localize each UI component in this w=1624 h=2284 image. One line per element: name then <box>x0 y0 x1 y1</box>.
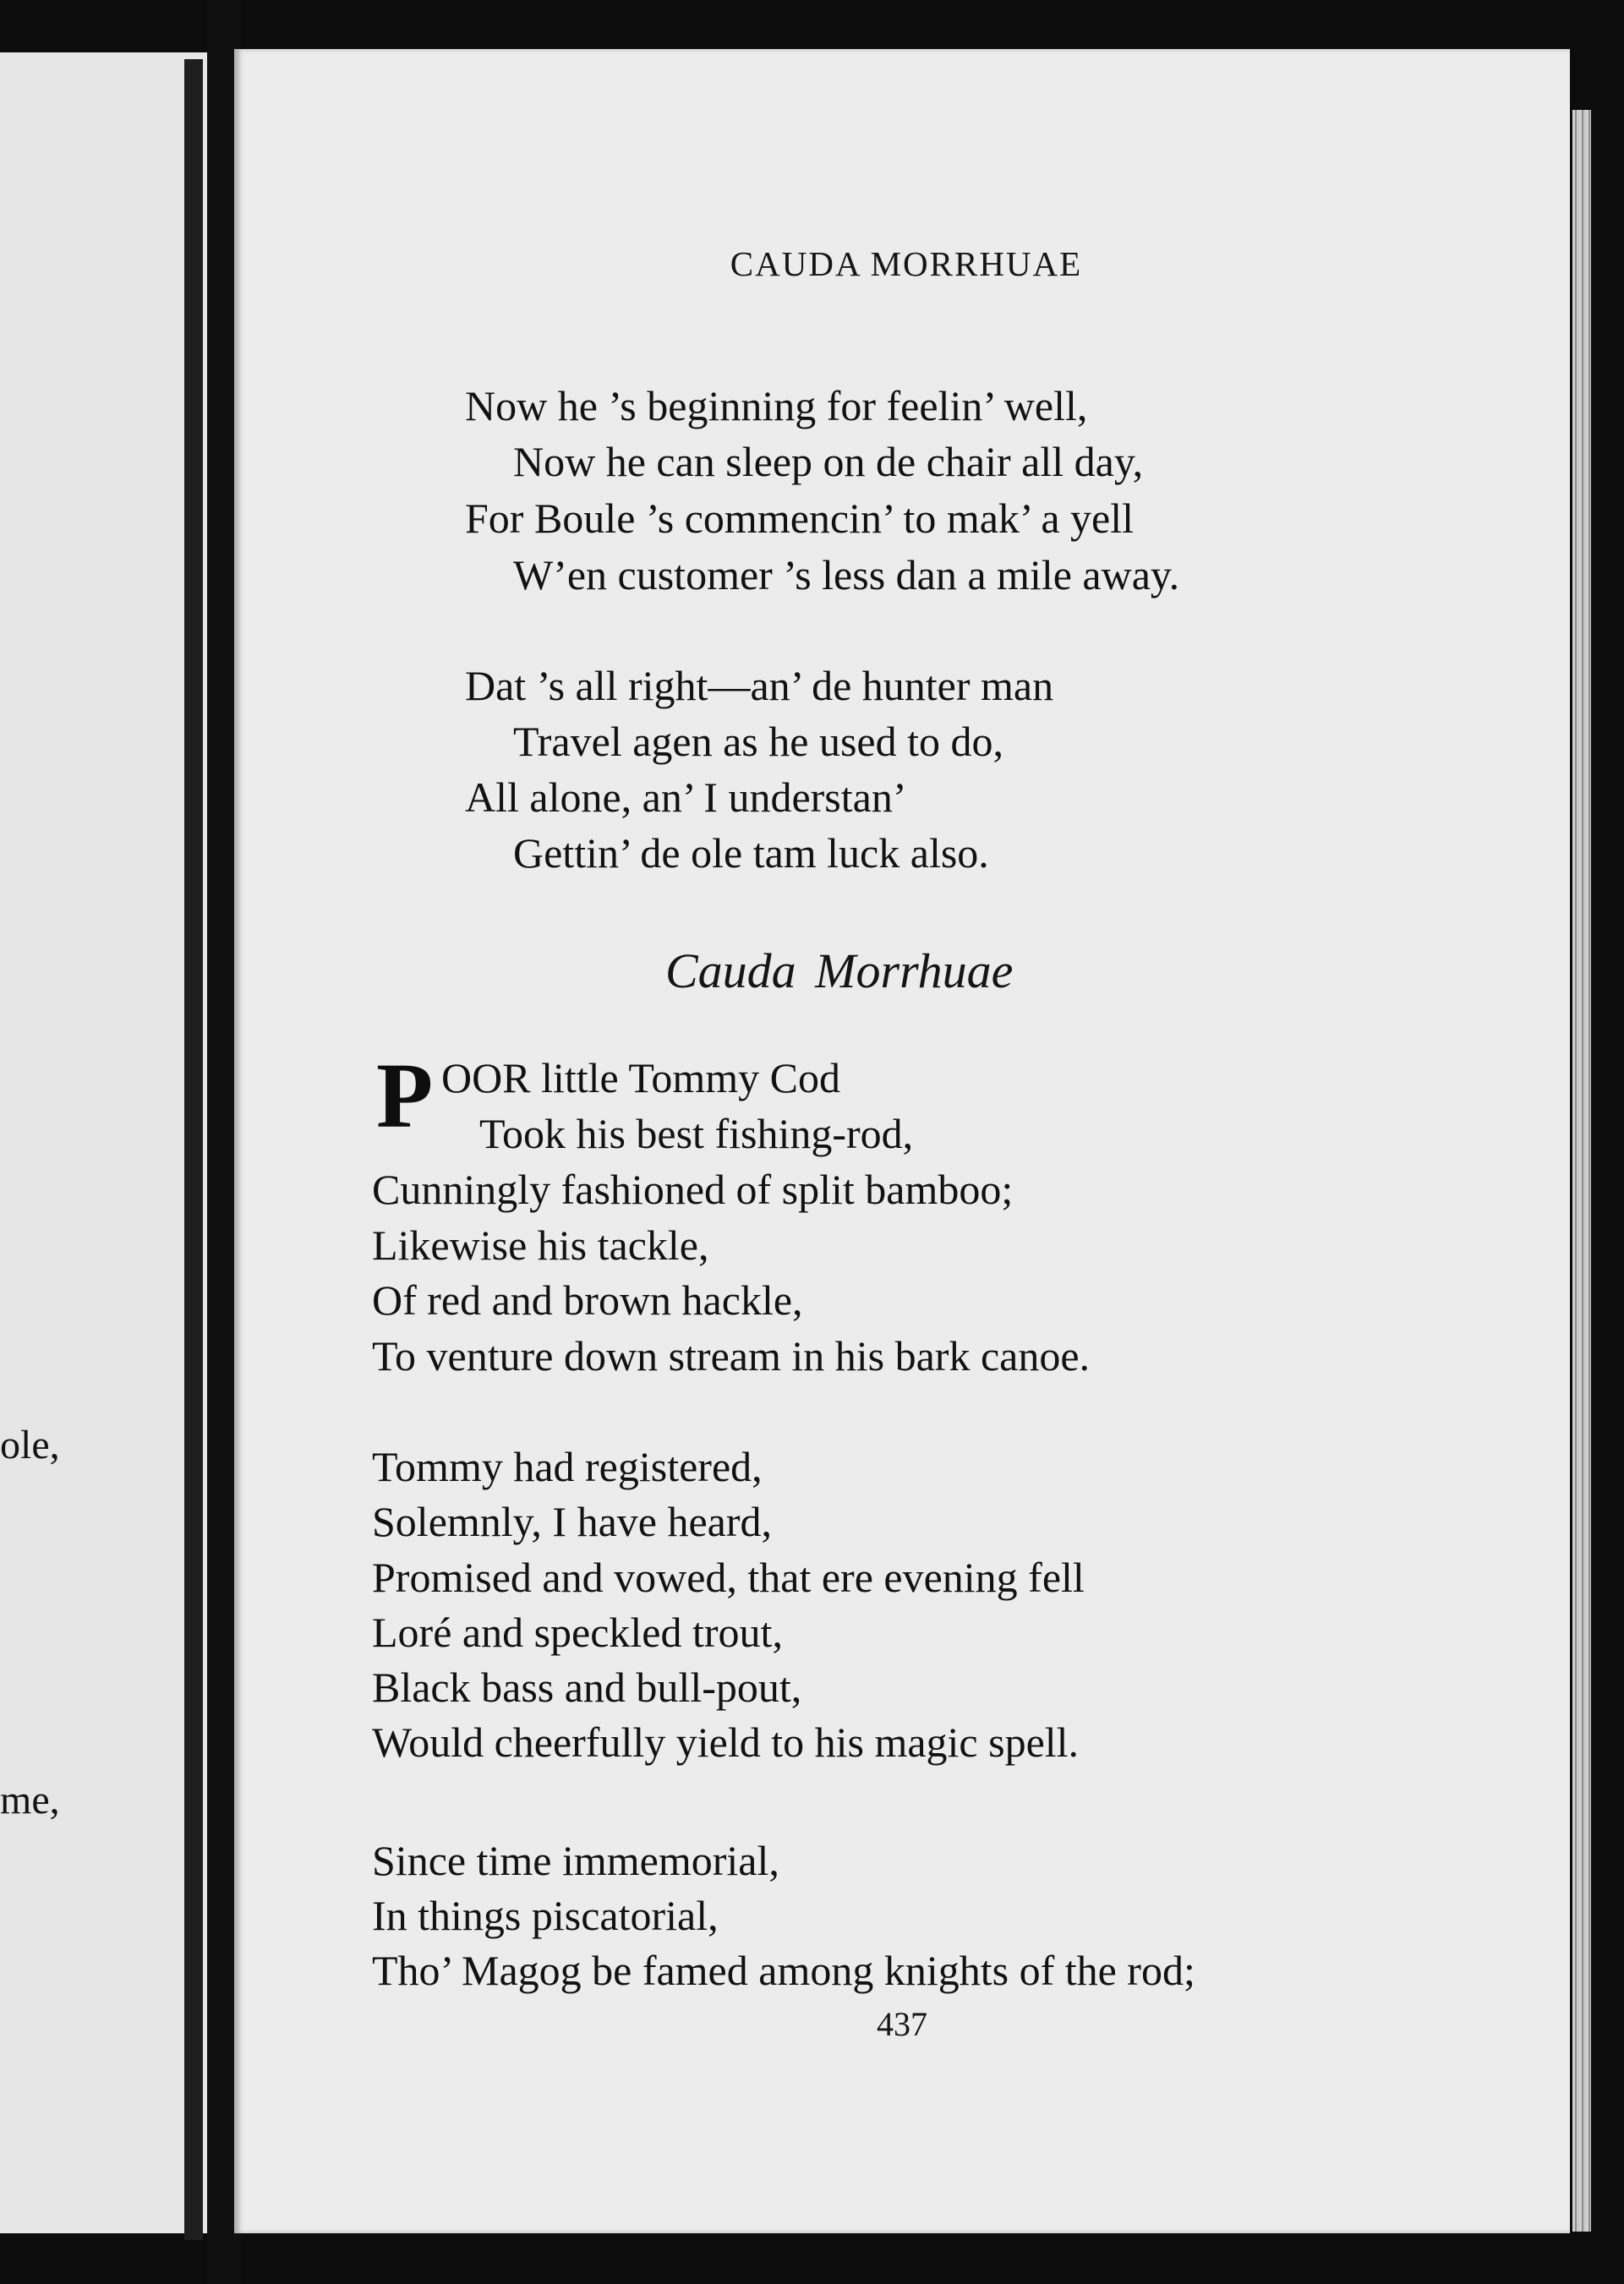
drop-cap: P <box>376 1044 434 1147</box>
verse-line: Promised and vowed, that ere evening fell <box>372 1554 1085 1601</box>
verse-line: Since time immemorial, <box>372 1837 779 1884</box>
right-page <box>234 49 1570 2233</box>
verse-line: Of red and brown hackle, <box>372 1276 803 1324</box>
verse-line: OOR little Tommy Cod <box>441 1054 840 1101</box>
verse-line: Likewise his tackle, <box>372 1221 709 1269</box>
verse-line: Gettin’ de ole tam luck also. <box>513 829 989 877</box>
page-edge-stack <box>1572 110 1591 2232</box>
verse-line: Dat ’s all right—an’ de hunter man <box>465 662 1054 709</box>
verse-line: Travel agen as he used to do, <box>513 718 1003 765</box>
page-number: 437 <box>877 2005 927 2043</box>
poem-title: Cauda Morrhuae <box>665 943 1014 998</box>
verse-line: Loré and speckled trout, <box>372 1609 783 1656</box>
left-page-fragment: ole, <box>0 1423 60 1467</box>
verse-line: Would cheerfully yield to his magic spell. <box>372 1718 1080 1766</box>
verse-line: To venture down stream in his bark canoe. <box>372 1332 1091 1380</box>
verse-line: Now he can sleep on de chair all day, <box>513 438 1144 485</box>
verse-line: W’en customer ’s less dan a mile away. <box>513 551 1180 598</box>
verse-line: All alone, an’ I understan’ <box>465 773 907 821</box>
running-head: CAUDA MORRHUAE <box>730 244 1083 283</box>
verse-line: Solemnly, I have heard, <box>372 1498 772 1545</box>
verse-line: Black bass and bull-pout, <box>372 1664 802 1711</box>
verse-line: Tho’ Magog be famed among knights of the rod; <box>372 1947 1195 1994</box>
verse-line: In things piscatorial, <box>372 1892 719 1939</box>
left-facing-page <box>0 52 207 2233</box>
gutter-shadow <box>184 59 203 2240</box>
verse-line: Cunningly fashioned of split bamboo; <box>372 1166 1014 1213</box>
verse-line: For Boule ’s commencin’ to mak’ a yell <box>465 495 1135 542</box>
verse-line: Took his best fishing-rod, <box>479 1110 914 1157</box>
left-page-fragment: me, <box>0 1778 60 1822</box>
verse-line: Now he ’s beginning for feelin’ well, <box>465 382 1088 429</box>
verse-line: Tommy had registered, <box>372 1443 763 1490</box>
